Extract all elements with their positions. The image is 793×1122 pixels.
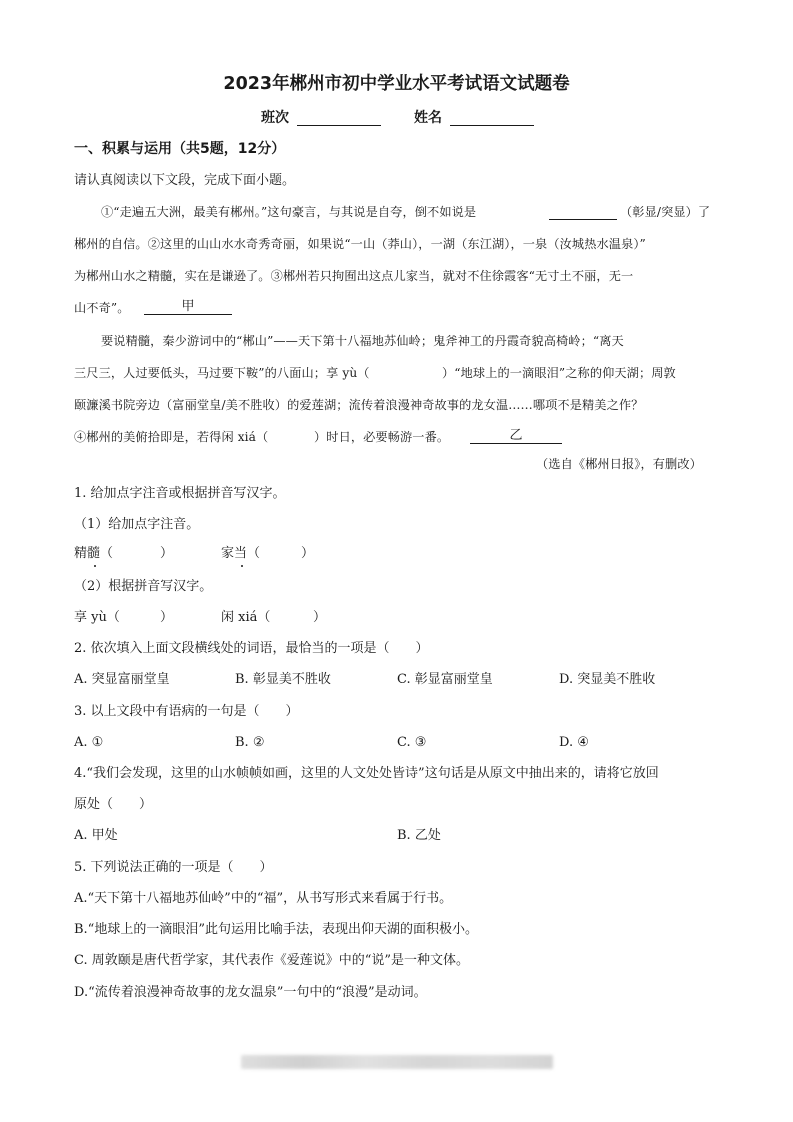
- question-4-stem-cont: 原处（ ）: [74, 797, 153, 812]
- question-4-option-a[interactable]: A. 甲处: [74, 828, 118, 843]
- question-3-option-d[interactable]: D. ④: [559, 735, 589, 750]
- answer-blank[interactable]: [549, 204, 617, 220]
- passage-line: 为郴州山水之精髓，实在是谦逊了。③郴州若只拘囿出这点儿家当，就对不住徐霞客“无寸土不丽，无一: [74, 269, 634, 283]
- passage-line: 山不奇”。: [74, 301, 130, 315]
- footer-watermark: [241, 1055, 553, 1069]
- word-jingsui-text: 精髓（: [74, 546, 114, 561]
- section-instruction: 请认真阅读以下文段，完成下面小题。: [74, 173, 296, 188]
- name-label: 姓名: [414, 110, 442, 126]
- emphasis-dot: [241, 565, 243, 567]
- question-2-option-b[interactable]: B. 彰显美不胜收: [235, 672, 331, 687]
- answer-close[interactable]: ）: [160, 610, 174, 625]
- passage-line: ①“走遍五大洲，最美有郴州。”这句豪言，与其说是自夸，倒不如说是: [101, 205, 477, 219]
- passage-line: 郴州的自信。②这里的山山水水奇秀奇丽，如果说“一山（莽山），一湖（东江湖），一泉（汝城热水温泉）”: [74, 237, 646, 251]
- word-xianxia: 闲 xiá（: [221, 610, 271, 625]
- page-title: 2023年郴州市初中学业水平考试语文试题卷: [223, 74, 570, 94]
- passage-line: ④郴州的美俯拾即是，若得闲 xiá（: [74, 430, 269, 444]
- word-xiangyu: 享 yù（: [74, 610, 120, 625]
- emphasis-dot: [94, 565, 96, 567]
- question-5-option-d[interactable]: D.“流传着浪漫神奇故事的龙女温泉”一句中的“浪漫”是动词。: [74, 985, 427, 1000]
- question-4-option-b[interactable]: B. 乙处: [397, 828, 441, 843]
- word-jingsui: [74, 546, 113, 562]
- answer-close[interactable]: ）: [160, 546, 174, 561]
- question-1-sub1: （1）给加点字注音。: [74, 517, 200, 532]
- passage-line: （彰显/突显）了: [620, 205, 711, 219]
- section-heading: 一、积累与运用（共5题，12分）: [74, 141, 286, 157]
- passage-line: 颐濂溪书院旁边（富丽堂皇/美不胜收）的爱莲湖；流传着浪漫神奇故事的龙女温……哪项不是精美之作？: [74, 398, 644, 412]
- class-blank[interactable]: [297, 110, 381, 126]
- question-2-option-d[interactable]: D. 突显美不胜收: [559, 672, 656, 687]
- question-1-sub2: （2）根据拼音写汉字。: [74, 579, 213, 594]
- passage-source: （选自《郴州日报》，有删改）: [536, 457, 702, 471]
- question-3-option-b[interactable]: B. ②: [235, 735, 265, 750]
- word-jiadang: [221, 546, 260, 562]
- answer-close[interactable]: ）: [301, 546, 315, 561]
- passage-line: ）“地球上的一滴眼泪”之称的仰天湖；周敦: [442, 366, 676, 380]
- blank-yi[interactable]: 乙: [470, 428, 562, 444]
- question-5-option-a[interactable]: A.“天下第十八福地苏仙岭”中的“福”，从书写形式来看属于行书。: [74, 891, 453, 906]
- question-1-stem: 1. 给加点字注音或根据拼音写汉字。: [74, 486, 286, 501]
- question-2-stem: 2. 依次填入上面文段横线处的词语，最恰当的一项是（ ）: [74, 641, 429, 656]
- question-3-option-a[interactable]: A. ①: [74, 735, 104, 750]
- question-2-option-c[interactable]: C. 彰显富丽堂皇: [397, 672, 493, 687]
- class-label: 班次: [261, 110, 289, 126]
- question-3-option-c[interactable]: C. ③: [397, 735, 427, 750]
- name-blank[interactable]: [450, 110, 534, 126]
- passage-line: 要说精髓，秦少游词中的“郴山”——天下第十八福地苏仙岭；鬼斧神工的丹霞奇貌高椅岭；“离天: [101, 334, 624, 348]
- question-5-stem: 5. 下列说法正确的一项是（ ）: [74, 860, 273, 875]
- question-5-option-c[interactable]: C. 周敦颐是唐代哲学家，其代表作《爱莲说》中的“说”是一种文体。: [74, 953, 470, 968]
- question-4-stem: 4.“我们会发现，这里的山水帧帧如画，这里的人文处处皆诗”这句话是从原文中抽出来的，请将它放回: [74, 766, 659, 781]
- passage-line: 三尺三，人过要低头，马过要下鞍”的八面山；享 yù（: [74, 366, 370, 380]
- question-3-stem: 3. 以上文段中有语病的一句是（ ）: [74, 704, 299, 719]
- passage-line: ）时日，必要畅游一番。: [314, 430, 450, 444]
- answer-close[interactable]: ）: [313, 610, 327, 625]
- word-jiadang-text: 家当（: [221, 546, 261, 561]
- question-5-option-b[interactable]: B.“地球上的一滴眼泪”此句运用比喻手法，表现出仰天湖的面积极小。: [74, 922, 478, 937]
- blank-jia[interactable]: 甲: [144, 299, 232, 315]
- question-2-option-a[interactable]: A. 突显富丽堂皇: [74, 672, 170, 687]
